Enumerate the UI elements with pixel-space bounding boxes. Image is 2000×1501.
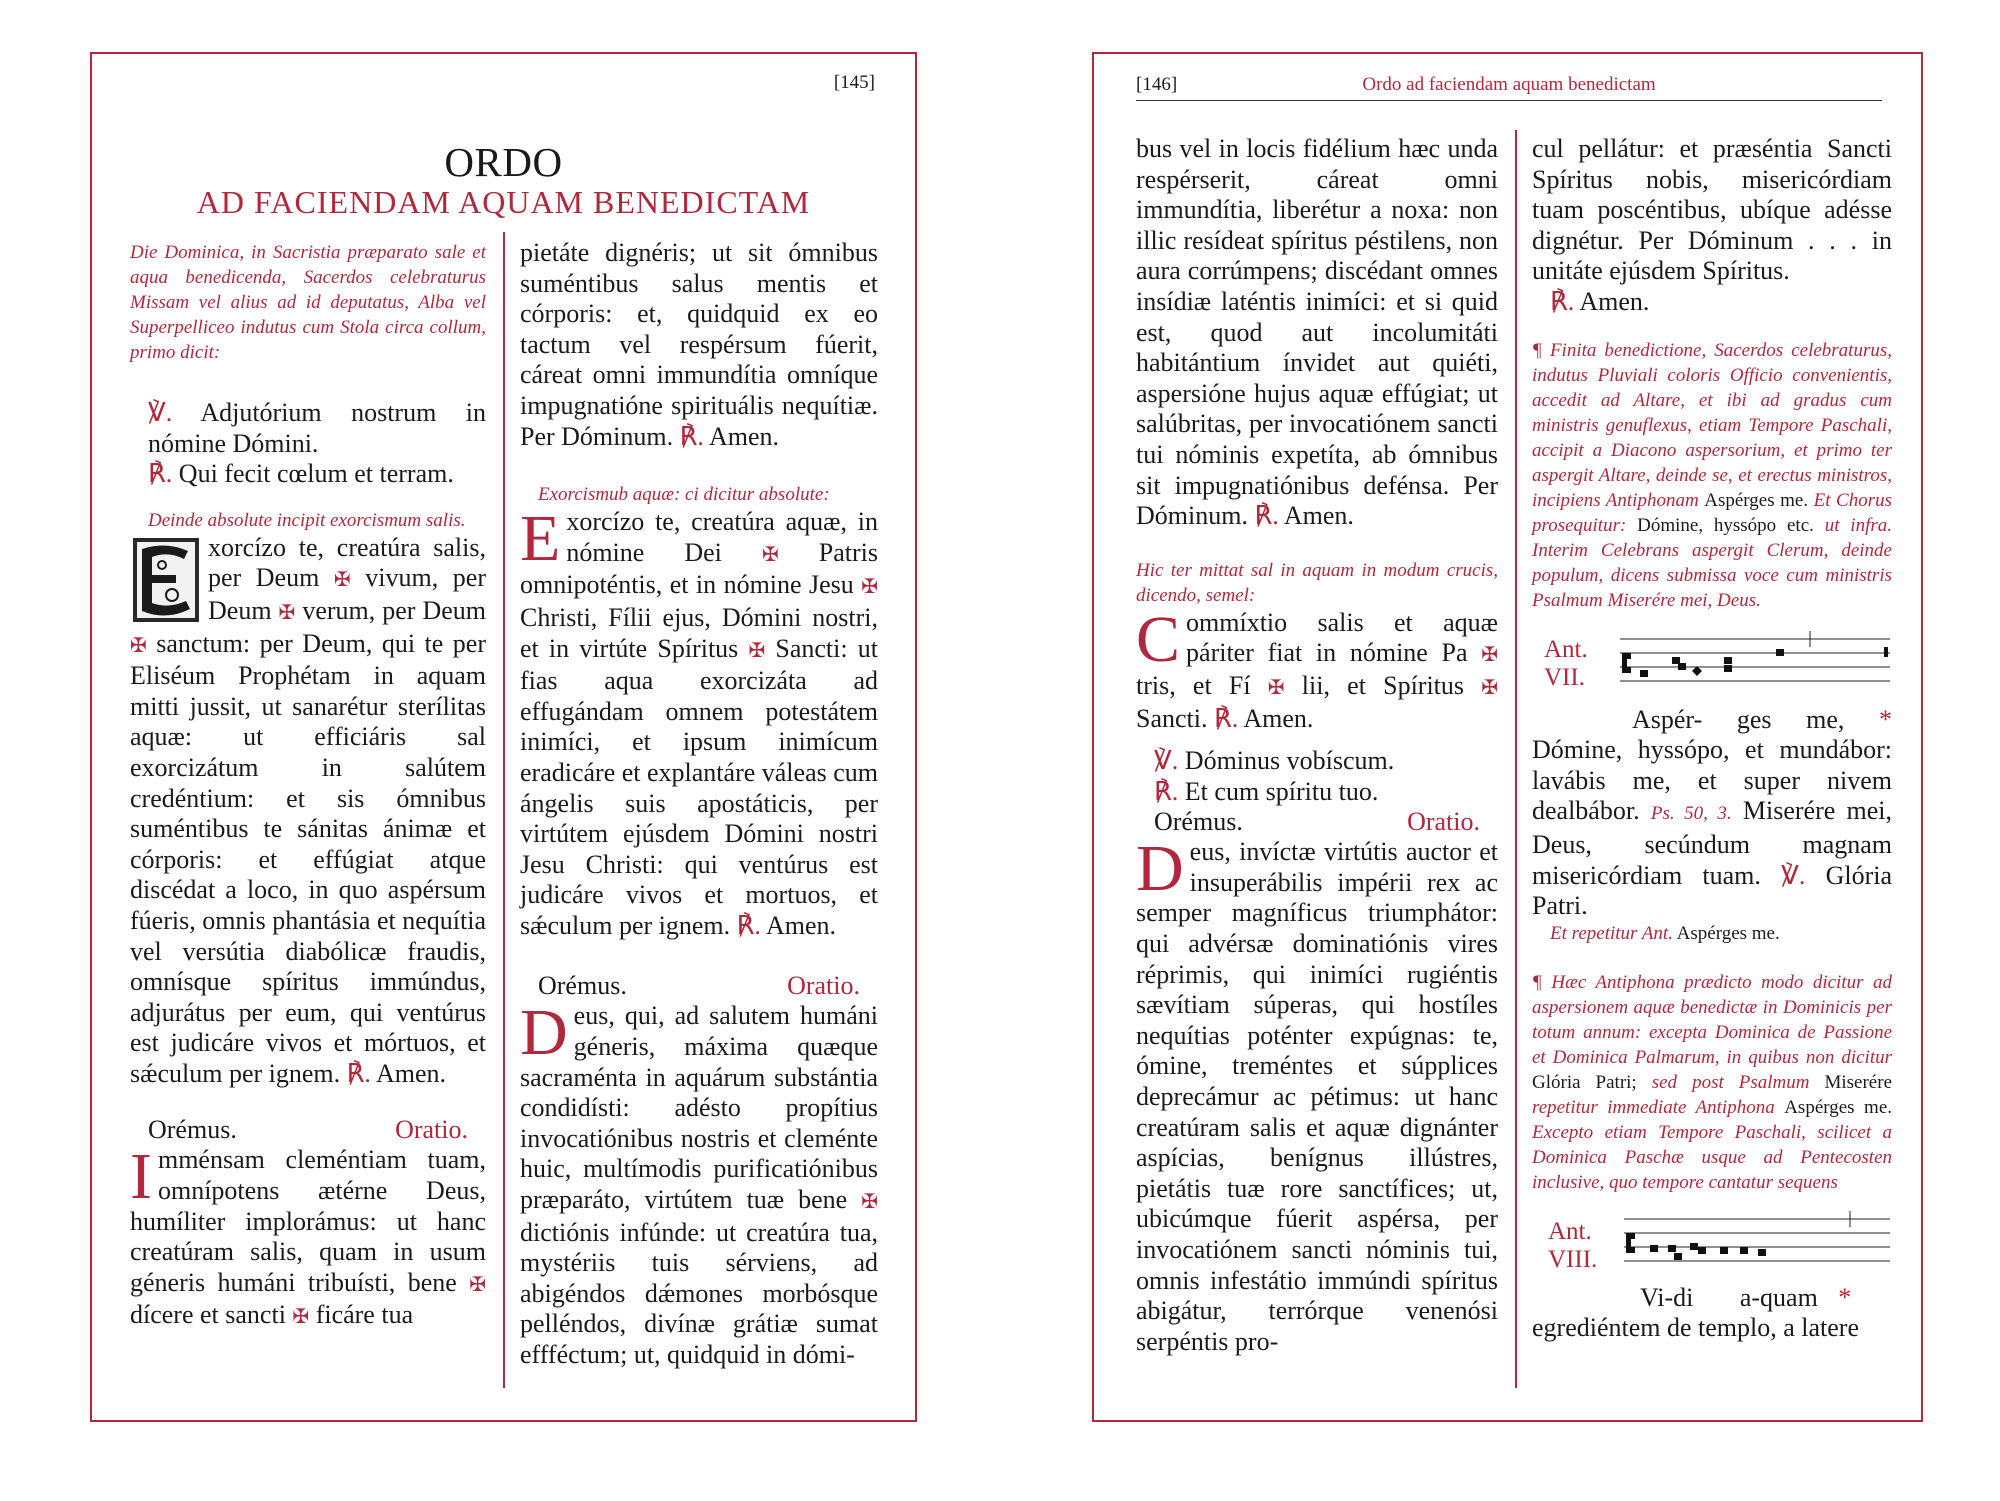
drop-initial: D	[1136, 832, 1184, 906]
commixtio	[1136, 602, 1499, 734]
prayer-exorcism	[1136, 832, 1498, 1357]
incipit-asperges: Aspérges me.	[1676, 922, 1780, 944]
drop-initial: I	[130, 1140, 152, 1214]
page-number: [146]	[1136, 74, 1178, 95]
response-symbol: ℟.	[1254, 501, 1279, 531]
oremus: Orémus.	[148, 1115, 237, 1145]
cross-icon: ✠	[1481, 644, 1498, 667]
amen: Amen.	[766, 910, 837, 940]
right-column-2	[1532, 134, 1892, 1344]
asterisk: *	[1838, 1282, 1852, 1312]
gloria-patri: Glória Patri.	[1532, 860, 1892, 921]
running-header	[1136, 70, 1882, 101]
psalm-reference: Ps. 50, 3.	[1650, 803, 1732, 825]
versicle-text: Adjutórium nostrum in nómine Dómini.	[148, 398, 486, 458]
response-symbol: ℟.	[1154, 776, 1179, 806]
amen: Amen.	[1243, 703, 1314, 733]
cross-icon: ✠	[861, 576, 878, 599]
response-symbol: ℟.	[736, 910, 761, 940]
antiphon-7-text	[1532, 705, 1892, 922]
cross-icon: ✠	[1481, 676, 1499, 699]
prayer-water-cont-text: bus vel in locis fidélium hæc unda respérserit, cáreat omni immundítia, liberétur a noxa: non illic resídeat spíritus péstilens, non aura corrúmpens; discédant omnes insídiæ laténtis inimíci: et si quid est, quod aut incolumitáti habitántium ínvidet aut quiéti, aspersióne hujus aquæ effúgiat; ut salúbritas, per invocatiónem sancti tui nóminis expetíta, ab ómnibus sit impugnatiónibus defénsa. Per Dóminum.	[1136, 134, 1498, 531]
rubric-finita	[1532, 338, 1892, 613]
amen: Amen.	[1283, 501, 1354, 531]
prayer-water	[520, 996, 878, 1370]
left-column-1	[130, 240, 486, 1333]
prayer-water-cont	[1136, 134, 1498, 532]
rubric-repetitur: Et repetitur Ant.	[1550, 922, 1673, 944]
ant-mode: VII.	[1544, 663, 1585, 691]
cross-icon: ✠	[748, 639, 766, 662]
ant-lyric: a-quam	[1739, 1282, 1818, 1312]
drop-initial: D	[520, 996, 568, 1070]
prayer-salt-text: mménsam cleméntiam tuam, omnípotens ætérne Deus, humíliter implorámus: ut hanc creatúram salis, quam in usum géneris humáni tribuísti, bene ✠ dícere et sancti ✠ ficáre tua	[130, 1145, 486, 1330]
column-rule	[1515, 130, 1517, 1388]
ant-text: egrediéntem de templo, a latere	[1532, 1313, 1860, 1343]
versicle-symbol: ℣.	[1154, 746, 1179, 776]
oratio: Oratio.	[395, 1115, 468, 1145]
page-title: ORDO	[444, 139, 563, 185]
asterisk: *	[1879, 704, 1893, 734]
versicle-dominus	[1136, 746, 1498, 777]
amen: Amen.	[708, 421, 780, 451]
right-column-1	[1136, 134, 1498, 1357]
rubric-water: Exorcismub aquæ: ci dicitur absolute:	[538, 484, 830, 506]
prayer-water-text: eus, qui, ad salutem humáni géneris, máxima quæque sacraménta in aquárum substántia condidísti: adésto propítius invocatiónibus nostris et cleménte huic, multímodis purificatiónibus præparáto, virtútem tuæ bene ✠ dictiónis infúnde: ut creatúra tua, mystériis tuis sérviens, ad abigéndos dǽmones morbósque pelléndos, divínæ grátiæ sumat effféctum; ut, quidquid in dómi-	[520, 1001, 878, 1369]
response-amen	[1532, 287, 1892, 318]
prayer-exorcism-text: eus, invíctæ virtútis auctor et insuperábilis impérii rex ac semper magníficus triumphátor: qui advérsæ dominatiónis vires réprimis, qui inimíci rugiéntis sævítiam súperas, qui hostíles nequítias poténter expúgnas: te, ómine, treméntes et súpplices deprecámur ac pétimus: ut hanc creatúram salis et aquæ dignánter aspícias, benígnus illústres, pietátis tuæ rore sanctífices; ut, ubicúmque fúerit aspérsa, per invocatiónem sancti nóminis tui, omnis infestátio immúndi spíritus abigátur, terrórque venenósi serpéntis pro-	[1136, 837, 1498, 1356]
ant-lyric: Aspér- ges me,	[1632, 704, 1845, 734]
left-page	[90, 52, 917, 1422]
response-symbol: ℟.	[148, 459, 173, 489]
ant-text: Dómine, hyssópo, et mundábor: lavábis me, et super nivem dealbábor.	[1532, 735, 1892, 826]
oratio: Oratio.	[787, 971, 860, 1001]
rubric-finita-text: Et Chorus prosequitur:	[1532, 489, 1893, 536]
rubric-salt: Deinde absolute incipit exorcismum salis.	[148, 509, 466, 531]
ant-text: Miserére mei, Deus, secúndum magnam misericórdiam tuam.	[1532, 796, 1893, 890]
repetitur	[1532, 922, 1892, 946]
prayer-exorcism-cont	[1532, 134, 1892, 287]
drop-initial: E	[520, 502, 561, 576]
oremus-line	[130, 1115, 486, 1145]
versicle	[130, 398, 486, 459]
versicle-symbol: ℣.	[148, 398, 173, 427]
drop-initial: C	[1136, 602, 1181, 676]
rubric-haec	[1532, 970, 1892, 1195]
running-head: Ordo ad faciendam aquam benedictam	[1362, 74, 1656, 95]
rubric-haec-text: sed post Psalmum	[1651, 1071, 1810, 1093]
oremus: Orémus.	[538, 971, 627, 1001]
response-symbol: ℟.	[1214, 703, 1239, 733]
right-page	[1092, 52, 1923, 1422]
versicle-text: Dóminus vobíscum.	[1184, 746, 1395, 776]
cross-icon: ✠	[469, 1273, 486, 1296]
cross-icon: ✠	[761, 543, 779, 566]
versicle-symbol: ℣.	[1781, 860, 1806, 890]
antiphon-8-text	[1532, 1283, 1892, 1344]
response-text: Qui fecit cœlum et terram.	[178, 459, 454, 489]
prayer-salt	[130, 1140, 486, 1333]
chant-staff-icon	[1624, 1209, 1890, 1275]
rubric-haec-text: Excepto etiam Tempore Paschali, scilicet a Dominica Paschæ usque ad Pentecosten inclusive, quo tempore cantatur sequens	[1532, 1121, 1892, 1193]
cross-icon: ✠	[292, 1306, 310, 1329]
prayer-salt-cont	[520, 238, 878, 452]
page-number: [145]	[833, 72, 875, 93]
cross-icon: ✠	[278, 601, 296, 624]
column-rule	[503, 232, 505, 1388]
rubric-mix: Hic ter mittat sal in aquam in modum crucis, dicendo, semel:	[1136, 559, 1498, 606]
illuminated-initial-E-icon	[132, 537, 200, 623]
page-subtitle: AD FACIENDAM AQUAM BENEDICTAM	[196, 184, 811, 220]
response-symbol: ℟.	[1550, 286, 1575, 316]
chant-staff-icon	[1620, 627, 1890, 697]
rubric-finita-text: ¶ Finita benedictione, Sacerdos celebraturus, indutus Pluviali coloris Officio convenientis, accedit ad Altare, et ibi ad gradus cum ministris genuflexus, etiam Tempore Paschali, accipit a Diacono aspersorium, et primo ter aspergit Altare, deinde se, et erectus ministros, incipiens Antiphonam	[1532, 339, 1892, 511]
response-symbol: ℟.	[679, 421, 704, 451]
amen: Amen.	[1579, 286, 1650, 316]
response-text: Et cum spíritu tuo.	[1184, 776, 1379, 806]
oremus: Orémus.	[1154, 807, 1243, 837]
ant-label: Ant.	[1544, 635, 1588, 663]
left-column-2	[520, 238, 878, 1371]
response	[130, 459, 486, 490]
rubric-intro: Die Dominica, in Sacristia præparato sale et aqua benedicenda, Sacerdos celebraturus Missam vel alius ad id deputatus, Alba vel Superpelliceo indutus cum Stola circa collum, primo dicit:	[130, 242, 486, 363]
rubric-haec-text: repetitur immediate Antiphona	[1532, 1096, 1775, 1118]
antiphon-7	[1532, 623, 1892, 705]
cross-icon: ✠	[1267, 676, 1285, 699]
incipit-domine: Dómine, hyssópo etc.	[1637, 514, 1814, 536]
exorcism-water	[520, 502, 878, 941]
cross-icon: ✠	[861, 1191, 878, 1214]
rubric-haec-text: ¶ Hæc Antiphona prædicto modo dicitur ad aspersionem aquæ benedictæ in Dominicis per totum annum: excepta Dominica de Passione et Dominica Palmarum, in quibus non dicitur	[1532, 971, 1892, 1068]
incipit-asperges: Aspérges me.	[1704, 489, 1809, 511]
exorcism-salt	[130, 533, 486, 1090]
rubric-finita-text: ut infra. Interim Celebrans aspergit Clerum, deinde populum, dicens submissa voce cum ministris Psalmum Miserére mei, Deus.	[1532, 514, 1892, 611]
antiphon-8	[1532, 1203, 1892, 1283]
miserere: Miserére	[1824, 1071, 1893, 1093]
response-symbol: ℟.	[346, 1058, 371, 1088]
prayer-exorcism-cont-text: cul pellátur: et præséntia Sancti Spíritus nobis, misericórdiam tuam poscéntibus, ubíque adésse dignétur. Per Dóminum . . . in unitáte ejúsdem Spíritus.	[1532, 134, 1892, 286]
exorcism-water-text: xorcízo te, creatúra aquæ, in nómine Dei ✠ Patris omnipoténtis, et in nómine Jesu ✠ Christi, Fílii ejus, Dómini nostri, et in virtúte Spíritus ✠ Sancti: ut fias aqua exorcizáta ad effugándam omnem potestátem inimíci, et ipsum inimícum eradicáre et explantáre váleas cum ángelis suis apostáticis, per virtútem ejúsdem Dómini nostri Jesu Christi: qui ventúrus est judicáre vivos et mortuos, et sǽculum per ignem.	[520, 507, 878, 940]
oremus-line	[1136, 807, 1498, 837]
cross-icon: ✠	[333, 569, 351, 592]
oratio: Oratio.	[1407, 807, 1480, 837]
incipit-asperges: Aspérges me.	[1784, 1096, 1893, 1118]
response-spiritu	[1136, 777, 1498, 808]
ant-mode: VIII.	[1548, 1245, 1598, 1273]
prayer-salt-cont-text: pietáte dignéris; ut sit ómnibus suméntibus salus mentis et córporis: et, quidquid ex eo tactum vel respérsum fúerit, cáreat omni immundítia omníque impugnatióne spirituális nequítiæ. Per Dóminum.	[520, 238, 878, 451]
exorcism-salt-text: xorcízo te, creatúra salis, per Deum ✠ vivum, per Deum ✠ verum, per Deum ✠ sanctum: per Deum, qui te per Eliséum Prophétam in aquam mitti jussit, ut sanarétur sterílitas aquæ: ut efficiáris sal exorcizátum in salútem credéntium: et sis ómnibus suméntibus te sánitas ánimæ et córporis: et effúgiat atque discédat a loco, in quo aspérsum fúeris, omnis phantásia et nequítia vel versútia diabólicæ fraudis, omnísque spíritus immúndus, adjurátus per eum, qui ventúrus est judicáre vivos et mórtuos, et sǽculum per ignem.	[130, 532, 486, 1088]
ant-lyric: Vi-di	[1640, 1282, 1694, 1312]
gloria-patri: Glória Patri;	[1532, 1071, 1637, 1093]
cross-icon: ✠	[130, 634, 147, 657]
oremus-line	[520, 971, 878, 1001]
commixtio-text: ommíxtio salis et aquæ páriter fiat in nómine Pa ✠ tris, et Fí ✠ lii, et Spíritus ✠ Sancti.	[1136, 607, 1499, 733]
amen: Amen.	[376, 1058, 447, 1088]
ant-label: Ant.	[1548, 1217, 1592, 1245]
